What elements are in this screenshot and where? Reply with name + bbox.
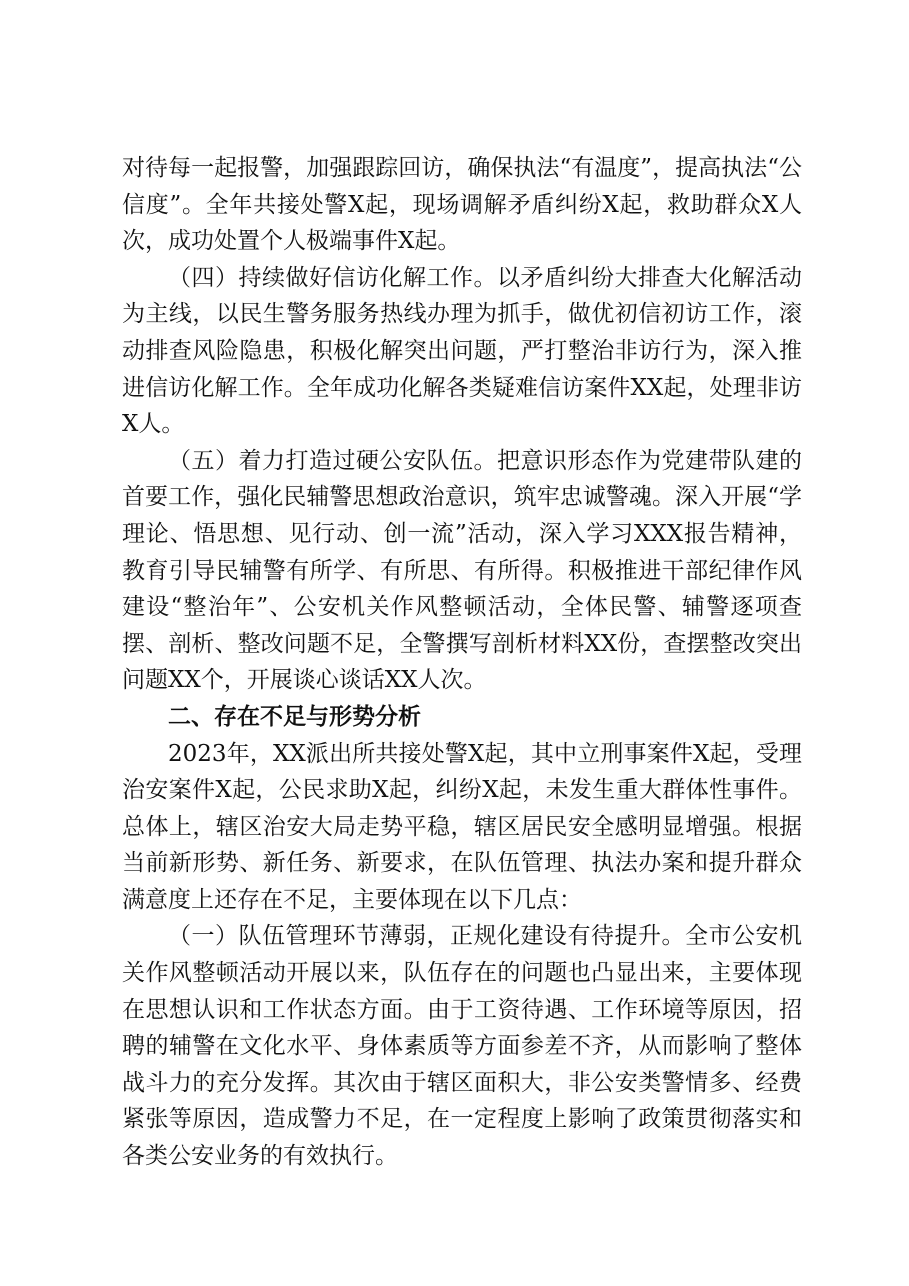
paragraph-police-team: （五）着力打造过硬公安队伍。把意识形态作为党建带队建的首要工作，强化民辅警思想政治意识，筑牢忠诚警魂。深入开展“学理论、悟思想、见行动、创一流”活动，深入学习XXX报告精神，教育引导民辅警有所学、有所思、有所得。积极推进干部纪律作风建设“整治年”、公安机关作风整顿活动，全体民警、辅警逐项查摆、剖析、整改问题不足，全警撰写剖析材料XX份，查摆整改突出问题XX个，开展谈心谈话XX人次。 bbox=[122, 447, 802, 694]
paragraph-law-enforcement: 对待每一起报警，加强跟踪回访，确保执法“有温度”，提高执法“公信度”。全年共接处警X起，现场调解矛盾纠纷X起，救助群众X人次，成功处置个人极端事件X起。 bbox=[122, 155, 802, 255]
section-heading-shortcomings: 二、存在不足与形势分析 bbox=[168, 703, 421, 730]
paragraph-team-management: （一）队伍管理环节薄弱，正规化建设有待提升。全市公安机关作风整顿活动开展以来，队伍存在的问题也凸显出来，主要体现在思想认识和工作状态方面。由于工资待遇、工作环境等原因，招聘的辅警在文化水平、身体素质等方面参差不齐，从而影响了整体战斗力的充分发挥。其次由于辖区面积大，非公安类警情多、经费紧张等原因，造成警力不足，在一定程度上影响了政策贯彻落实和各类公安业务的有效执行。 bbox=[122, 923, 802, 1170]
paragraph-2023-summary: 2023年，XX派出所共接处警X起，其中立刑事案件X起，受理治安案件X起，公民求助X起，纠纷X起，未发生重大群体性事件。总体上，辖区治安大局走势平稳，辖区居民安全感明显增强。根据当前新形势、新任务、新要求，在队伍管理、执法办案和提升群众满意度上还存在不足，主要体现在以下几点： bbox=[122, 740, 802, 913]
paragraph-petition-work: （四）持续做好信访化解工作。以矛盾纠纷大排查大化解活动为主线，以民生警务服务热线办理为抓手，做优初信初访工作，滚动排查风险隐患，积极化解突出问题，严打整治非访行为，深入推进信访化解工作。全年成功化解各类疑难信访案件XX起，处理非访X人。 bbox=[122, 264, 802, 438]
document-body bbox=[122, 150, 802, 1175]
